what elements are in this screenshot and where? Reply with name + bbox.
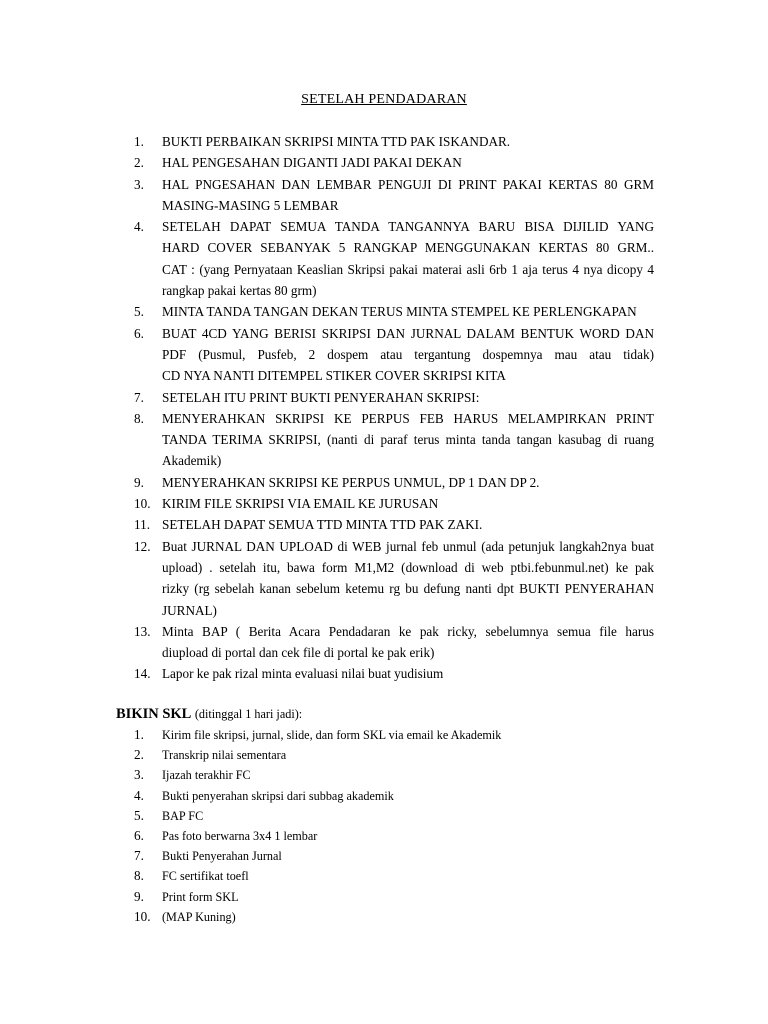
- skl-requirements-list: [118, 725, 654, 927]
- list-item-number: 2.: [134, 155, 144, 171]
- list-item: [118, 786, 654, 806]
- list-item-text: [162, 152, 654, 173]
- list-item-number: 10.: [134, 908, 151, 924]
- list-item-number: 8.: [134, 868, 144, 884]
- skl-heading-note: (ditinggal 1 hari jadi):: [194, 707, 303, 721]
- list-item-text: [162, 493, 654, 514]
- list-item-line: MENYERAHKAN SKRIPSI KE PERPUS FEB HARUS MELAMPIRKAN PRINT: [162, 410, 654, 426]
- list-item-number: 3.: [134, 767, 144, 783]
- list-item-number: 5.: [134, 807, 144, 823]
- list-item-number: 2.: [134, 747, 144, 763]
- list-item-line: HAL PENGESAHAN DIGANTI JADI PAKAI DEKAN: [162, 155, 462, 171]
- list-item-number: 1.: [134, 727, 144, 742]
- list-item-text: [162, 536, 654, 621]
- list-item-line: SETELAH ITU PRINT BUKTI PENYERAHAN SKRIPSI:: [162, 389, 480, 405]
- skl-heading-label: BIKIN SKL: [116, 706, 192, 722]
- list-item-line: CAT : (yang Pernyataan Keaslian Skripsi pakai materai asli 6rb 1 aja terus 4 nya dicopy 4: [162, 261, 654, 277]
- list-item-line: JURNAL): [162, 602, 217, 618]
- list-item-line: SETELAH DAPAT SEMUA TTD MINTA TTD PAK ZAKI.: [162, 517, 483, 533]
- pendadaran-steps-list: [118, 131, 654, 685]
- list-item-number: 9.: [134, 888, 144, 904]
- list-item-line: Minta BAP ( Berita Acara Pendadaran ke pak ricky, sebelumnya semua file harus: [162, 623, 654, 639]
- list-item: [118, 745, 654, 765]
- list-item-line: Buat JURNAL DAN UPLOAD di WEB jurnal feb unmul (ada petunjuk langkah2nya buat: [162, 538, 654, 554]
- list-item-line: Akademik): [162, 453, 222, 469]
- list-item-line: BUKTI PERBAIKAN SKRIPSI MINTA TTD PAK ISKANDAR.: [162, 134, 511, 149]
- list-item-line: HARD COVER SEBANYAK 5 RANGKAP MENGGUNAKAN KERTAS 80 GRM..: [162, 240, 654, 256]
- list-item-number: 4.: [134, 787, 144, 803]
- list-item-text: (MAP Kuning): [162, 909, 236, 924]
- list-item: [118, 472, 654, 493]
- list-item: [118, 174, 654, 217]
- list-item-line: rizky (rg sebelah kanan sebelum ketemu rg bu defung nanti dpt BUKTI PENYERAHAN: [162, 581, 654, 597]
- list-item-line: upload) . setelah itu, bawa form M1,M2 (download di web ptbi.febunmul.net) ke pak: [162, 559, 654, 575]
- list-item-text: BAP FC: [162, 808, 204, 823]
- list-item-text: [162, 387, 654, 408]
- list-item-text: Bukti Penyerahan Jurnal: [162, 849, 282, 864]
- list-item-number: 13.: [134, 623, 151, 639]
- list-item-text: [162, 663, 654, 684]
- list-item-number: 9.: [134, 474, 144, 490]
- list-item-number: 11.: [134, 517, 150, 533]
- list-item-text: [162, 301, 654, 322]
- list-item-text: Pas foto berwarna 3x4 1 lembar: [162, 829, 318, 844]
- list-item-text: Kirim file skripsi, jurnal, slide, dan form SKL via email ke Akademik: [162, 728, 502, 742]
- list-item-number: 3.: [134, 176, 144, 192]
- list-item: [118, 408, 654, 472]
- list-item: [118, 826, 654, 846]
- list-item-text: [162, 621, 654, 664]
- list-item-text: Ijazah terakhir FC: [162, 768, 251, 783]
- list-item-text: Print form SKL: [162, 889, 239, 904]
- list-item: [118, 887, 654, 907]
- list-item-text: [162, 323, 654, 387]
- list-item: [118, 866, 654, 886]
- list-item-line: MASING-MASING 5 LEMBAR: [162, 197, 339, 213]
- list-item-line: Lapor ke pak rizal minta evaluasi nilai buat yudisium: [162, 666, 444, 682]
- list-item: [118, 387, 654, 408]
- list-item-number: 10.: [134, 496, 151, 512]
- list-item-number: 1.: [134, 134, 144, 149]
- list-item: [118, 301, 654, 322]
- list-item-line: HAL PNGESAHAN DAN LEMBAR PENGUJI DI PRINT PAKAI KERTAS 80 GRM: [162, 176, 654, 192]
- list-item: [118, 663, 654, 684]
- list-item: [118, 216, 654, 301]
- list-item-text: [162, 174, 654, 217]
- list-item-number: 8.: [134, 410, 144, 426]
- list-item-text: Transkrip nilai sementara: [162, 748, 287, 763]
- list-item-text: [162, 472, 654, 493]
- list-item: [118, 131, 654, 152]
- list-item-number: 7.: [134, 389, 144, 405]
- page-title: SETELAH PENDADARAN: [301, 92, 467, 107]
- list-item-line: SETELAH DAPAT SEMUA TANDA TANGANNYA BARU BISA DIJILID YANG: [162, 219, 654, 235]
- skl-heading: [116, 706, 302, 723]
- list-item: [118, 725, 654, 745]
- list-item: [118, 536, 654, 621]
- list-item: [118, 152, 654, 173]
- list-item: [118, 846, 654, 866]
- list-item-line: CD NYA NANTI DITEMPEL STIKER COVER SKRIPSI KITA: [162, 368, 506, 384]
- list-item: [118, 806, 654, 826]
- list-item-number: 6.: [134, 828, 144, 844]
- list-item: [118, 907, 654, 927]
- list-item-line: TANDA TERIMA SKRIPSI, (nanti di paraf terus minta tanda tangan kasubag di ruang: [162, 432, 654, 448]
- list-item-line: rangkap pakai kertas 80 grm): [162, 283, 317, 299]
- list-item-line: PDF (Pusmul, Pusfeb, 2 dospem atau tergantung dospemnya mau atau tidak): [162, 346, 654, 362]
- list-item-number: 6.: [134, 325, 144, 341]
- list-item-text: [162, 131, 654, 152]
- list-item: [118, 621, 654, 664]
- list-item: [118, 323, 654, 387]
- list-item-line: diupload di portal dan cek file di portal ke pak erik): [162, 645, 435, 661]
- list-item: [118, 765, 654, 785]
- list-item-text: [162, 216, 654, 301]
- list-item-line: KIRIM FILE SKRIPSI VIA EMAIL KE JURUSAN: [162, 496, 439, 512]
- list-item-number: 4.: [134, 219, 144, 235]
- list-item-text: [162, 408, 654, 472]
- list-item-number: 7.: [134, 848, 144, 864]
- list-item-text: [162, 514, 654, 535]
- list-item: [118, 493, 654, 514]
- list-item-line: MINTA TANDA TANGAN DEKAN TERUS MINTA STEMPEL KE PERLENGKAPAN: [162, 304, 637, 320]
- list-item-line: BUAT 4CD YANG BERISI SKRIPSI DAN JURNAL DALAM BENTUK WORD DAN: [162, 325, 654, 341]
- list-item-text: Bukti penyerahan skripsi dari subbag akademik: [162, 788, 394, 803]
- list-item-number: 5.: [134, 304, 144, 320]
- list-item-line: MENYERAHKAN SKRIPSI KE PERPUS UNMUL, DP 1 DAN DP 2.: [162, 474, 540, 490]
- list-item-text: FC sertifikat toefl: [162, 869, 249, 884]
- list-item-number: 14.: [134, 666, 151, 682]
- list-item-number: 12.: [134, 538, 151, 554]
- list-item: [118, 514, 654, 535]
